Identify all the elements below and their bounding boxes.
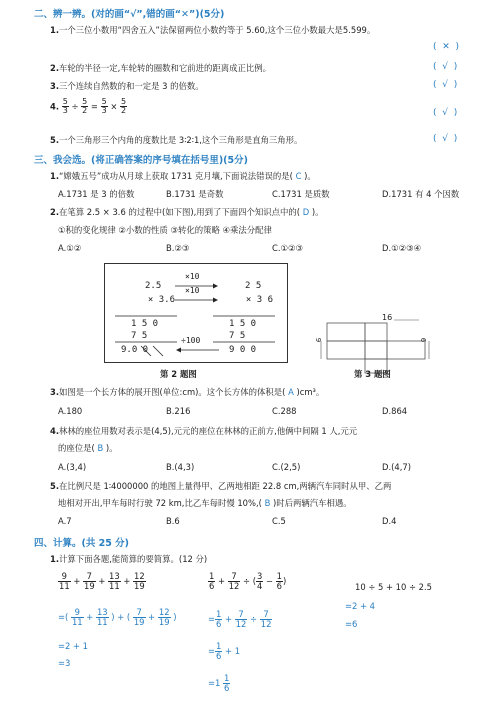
choice-q5-line2: 地相对开出,甲车每时行驶 72 km,比乙车每时慢 10%,( B )时后两辆汽车相遇。: [58, 498, 352, 508]
q2-option-b: B.②③: [166, 243, 190, 253]
calc-q1: 1.计算下面各题,能简算的要简算。(12 分): [50, 554, 208, 564]
choice-q1: 1.“嫦娥五号”成功从月球上获取 1731 克月壤,下面说法错误的是( C )。: [50, 171, 316, 181]
q3-option-a: A.180: [58, 406, 83, 416]
q2-option-d: D.①②③④: [382, 243, 422, 253]
right-factor-1: 2 5: [245, 281, 262, 291]
left-factor-1: 2.5: [145, 281, 162, 291]
choice-q5: 5.在比例尺是 1∶4000000 的地图上量得甲、乙两地相距 22.8 cm,两辆汽车同时从甲、乙两: [50, 481, 392, 491]
judge-item-1: 1.一个三位小数用“四舍五入”法保留两位小数约等于 5.60,这个三位小数最大是5.599。: [50, 25, 376, 35]
q1-option-c: C.1731 是质数: [272, 189, 330, 199]
times-10-label-1: ×10: [185, 272, 200, 281]
left-factor-2: × 3.6: [147, 295, 175, 305]
divide-100-label: ÷100: [181, 336, 201, 345]
judge-item-3: 3.三个连续自然数的和一定是 3 的倍数。: [50, 81, 204, 91]
judge-item-2: 2.车轮的半径一定,车轮转的圈数和它前进的距离成正比例。: [50, 63, 272, 73]
q5-option-c: C.5: [272, 516, 286, 526]
calc-1-step1: =( $\frac{9}{11}$ + $\frac{13}{11}$ ) + ( $\frac{7}{19}$ + $\frac{12}{19}$ ): [58, 607, 177, 627]
q4-option-b: B.(4,3): [166, 462, 195, 472]
calc-1-expression: $\frac{9}{11}$ + $\frac{7}{19}$ + $\frac{13}{11}$ + $\frac{12}{19}$: [59, 571, 145, 591]
judge-answer-4: ( √ ): [433, 108, 458, 118]
q5-option-a: A.7: [58, 516, 72, 526]
right-partial-2: 7 5: [229, 331, 246, 341]
judge-answer-5: ( √ ): [433, 134, 458, 144]
calc-1-step2: =2 + 1: [58, 641, 89, 651]
left-partial-2: 7 5: [131, 331, 148, 341]
calc-3-step2: =6: [345, 619, 358, 629]
q5-option-b: B.6: [166, 516, 180, 526]
judge-answer-1: ( ✕ ): [433, 42, 460, 52]
figure-3-caption: 第 3 题图: [354, 369, 391, 379]
choice-q4: 4.林林的座位用数对表示是(4,5),元元的座位在林林的正前方,他俩中间隔 1 人,元元: [50, 426, 358, 436]
q3-option-d: D.864: [382, 406, 408, 416]
left-product: 9.0 0: [121, 345, 149, 355]
calc-3-step1: =2 + 4: [345, 601, 376, 611]
choice-q2: 2.在笔算 2.5 × 3.6 的过程中(如下图),用到了下面四个知识点中的( D )。: [50, 207, 324, 217]
q4-option-a: A.(3,4): [58, 462, 87, 472]
q4-option-c: C.(2,5): [272, 462, 301, 472]
section-3-title: 三、我会选。(将正确答案的序号填在括号里)(5分): [34, 155, 248, 166]
left-partial-1: 1 5 0: [131, 319, 159, 329]
q2-option-a: A.①②: [58, 243, 82, 253]
calc-1-step3: =3: [58, 658, 71, 668]
dim-16-label: 16: [382, 313, 393, 322]
q3-option-b: B.216: [166, 406, 191, 416]
choice-q4-line2: 的座位是( B )。: [58, 443, 118, 453]
figure-2-caption: 第 2 题图: [160, 369, 197, 379]
section-2-title: 二、辨一辨。(对的画“√”,错的画“✕”)(5分): [34, 9, 225, 20]
judge-answer-2: ( √ ): [433, 62, 458, 72]
choice-q3: 3.如图是一个长方体的展开图(单位:cm)。这个长方体的体积是( A )cm³。: [50, 387, 325, 397]
calc-2-expression: $\frac{1}{6}$ + $\frac{7}{12}$ ÷ ( $\frac{3}{4}$ − $\frac{1}{6}$ ): [209, 571, 287, 591]
right-product: 9 0 0: [229, 345, 257, 355]
q1-option-b: B.1731 是奇数: [166, 189, 224, 199]
q2-knowledge-points: ①积的变化规律 ②小数的性质 ③转化的策略 ④乘法分配律: [58, 225, 272, 235]
judge-item-5: 5.一个三角形三个内角的度数比是 3∶2∶1,这个三角形是直角三角形。: [50, 135, 303, 145]
dim-9-label: 9: [314, 337, 323, 343]
right-factor-2: × 3 6: [245, 295, 273, 305]
calc-3-expression: 10 ÷ 5 + 10 ÷ 2.5: [355, 582, 432, 592]
figure-2-multiplication: [104, 263, 288, 363]
judge-item-4: 4. $\frac{5}{3}$ ÷ $\frac{5}{2}$ = $\frac{5}{3}$ × $\frac{5}{2}$: [50, 97, 127, 116]
calc-2-step2: = $\frac{1}{6}$ + 1: [208, 641, 241, 661]
calc-2-step3: =1 $\frac{1}{6}$: [208, 673, 230, 693]
q1-option-a: A.1731 是 3 的倍数: [58, 189, 135, 199]
q5-option-d: D.4: [382, 516, 397, 526]
right-partial-1: 1 5 0: [229, 319, 257, 329]
q2-option-c: C.①②③: [272, 243, 304, 253]
section-4-title: 四、计算。(共 25 分): [34, 538, 130, 549]
times-10-label-2: ×10: [185, 286, 200, 295]
cross-out-zeros: [119, 344, 179, 358]
dim-6-label: 6: [419, 337, 428, 343]
q4-option-d: D.(4,7): [382, 462, 411, 472]
q3-option-c: C.288: [272, 406, 297, 416]
q1-option-d: D.1731 有 4 个因数: [382, 189, 460, 199]
calc-2-step1: = $\frac{1}{6}$ + $\frac{7}{12}$ ÷ $\frac{7}{12}$: [208, 609, 272, 629]
judge-answer-3: ( √ ): [433, 80, 458, 90]
